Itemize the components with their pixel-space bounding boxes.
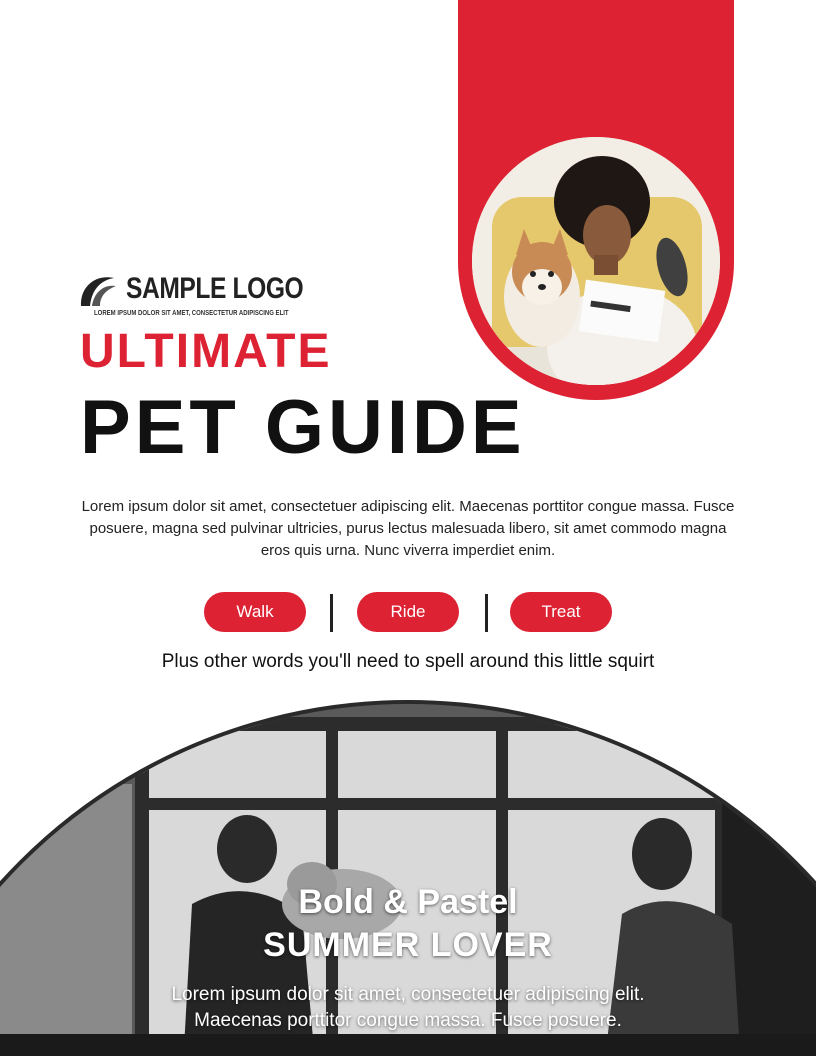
sample-logo — [78, 268, 308, 320]
bottom-body-line: Maecenas porttitor congue massa. Fusce posuere. — [194, 1010, 622, 1031]
bottom-body-text — [0, 982, 816, 1034]
intro-paragraph: Lorem ipsum dolor sit amet, consectetuer adipiscing elit. Maecenas porttitor congue massa. Fusce posuere, magna sed pulvinar ultricies, purus lectus malesuada libero, sit amet commodo magna eros quis urna. Nunc viverra imperdiet enim. — [81, 498, 735, 559]
logo-swoosh-icon — [78, 270, 118, 310]
bottom-heading-summer-lover: SUMMER LOVER — [263, 926, 553, 964]
pill-ride[interactable]: Ride — [357, 592, 459, 632]
pill-walk[interactable]: Walk — [204, 592, 306, 632]
woman-reading-with-dog-photo — [472, 137, 720, 385]
title-pet-guide: PET GUIDE — [80, 385, 526, 470]
category-pills — [0, 592, 816, 634]
bottom-heading-bold-pastel: Bold & Pastel — [298, 883, 518, 921]
logo-name: SAMPLE LOGO — [126, 272, 304, 305]
bottom-body-line: Lorem ipsum dolor sit amet, consectetuer adipiscing elit. — [171, 984, 645, 1005]
logo-tagline: LOREM IPSUM DOLOR SIT AMET, CONSECTETUR ADIPISCING ELIT — [94, 308, 289, 317]
title-ultimate: ULTIMATE — [80, 325, 332, 378]
subtitle: Plus other words you'll need to spell around this little squirt — [161, 651, 655, 672]
pill-separator — [330, 594, 333, 632]
pill-treat[interactable]: Treat — [510, 592, 612, 632]
pill-separator — [485, 594, 488, 632]
